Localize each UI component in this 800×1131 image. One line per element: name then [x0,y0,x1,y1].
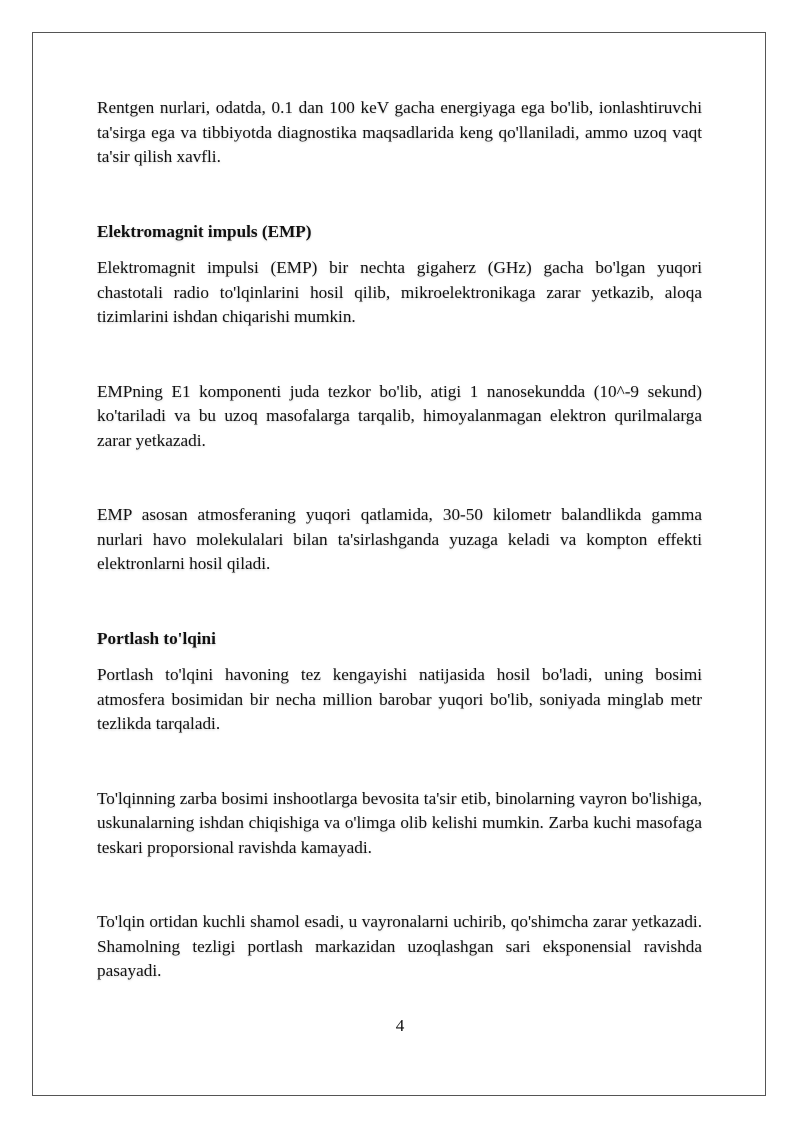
heading-emp: Elektromagnit impuls (EMP) [97,221,312,241]
paragraph-emp-intro: Elektromagnit impulsi (EMP) bir nechta gigaherz (GHz) gacha bo'lgan yuqori chastotali radio to'lqinlarini hosil qilib, mikroelektronikaga zarar yetkazib, aloqa tizimlarini ishdan chiqarishi mumkin. [97,258,702,326]
heading-blast-wave: Portlash to'lqini [97,628,216,648]
paragraph-emp-e1: EMPning E1 komponenti juda tezkor bo'lib, atigi 1 nanosekundda (10^-9 sekund) ko'tariladi va bu uzoq masofalarga tarqalib, himoyalanmagan elektron qurilmalarga zarar yetkazadi. [97,381,702,450]
paragraph-xray: Rentgen nurlari, odatda, 0.1 dan 100 keV gacha energiyaga ega bo'lib, ionlashtiruvchi ta'sirga ega va tibbiyotda diagnostika maqsadlarida keng qo'llaniladi, ammo uzoq vaqt ta'sir qilish xavfli. [97,98,702,166]
paragraph-emp-atmosphere: EMP asosan atmosferaning yuqori qatlamida, 30-50 kilometr balandlikda gamma nurlari havo molekulalari bilan ta'sirlashganda yuzaga keladi va kompton effekti elektronlarni hosil qiladi. [97,505,702,573]
paragraph-blast-pressure: To'lqinning zarba bosimi inshootlarga bevosita ta'sir etib, binolarning vayron bo'lishiga, uskunalarning ishdan chiqishiga va o'limga olib kelishi mumkin. Zarba kuchi masofaga teskari proporsional ravishda kamayadi. [97,788,702,857]
page-number: 4 [395,1016,405,1035]
paragraph-blast-wind: To'lqin ortidan kuchli shamol esadi, u vayronalarni uchirib, qo'shimcha zarar yetkazadi. Shamolning tezligi portlash markazidan uzoqlashgan sari eksponensial ravishda pasayadi. [97,912,702,980]
paragraph-blast-intro: Portlash to'lqini havoning tez kengayishi natijasida hosil bo'ladi, uning bosimi atmosfera bosimidan bir necha million barobar yuqori bo'lib, soniyada minglab metr tezlikda tarqaladi. [97,665,702,733]
document-body [97,96,702,984]
